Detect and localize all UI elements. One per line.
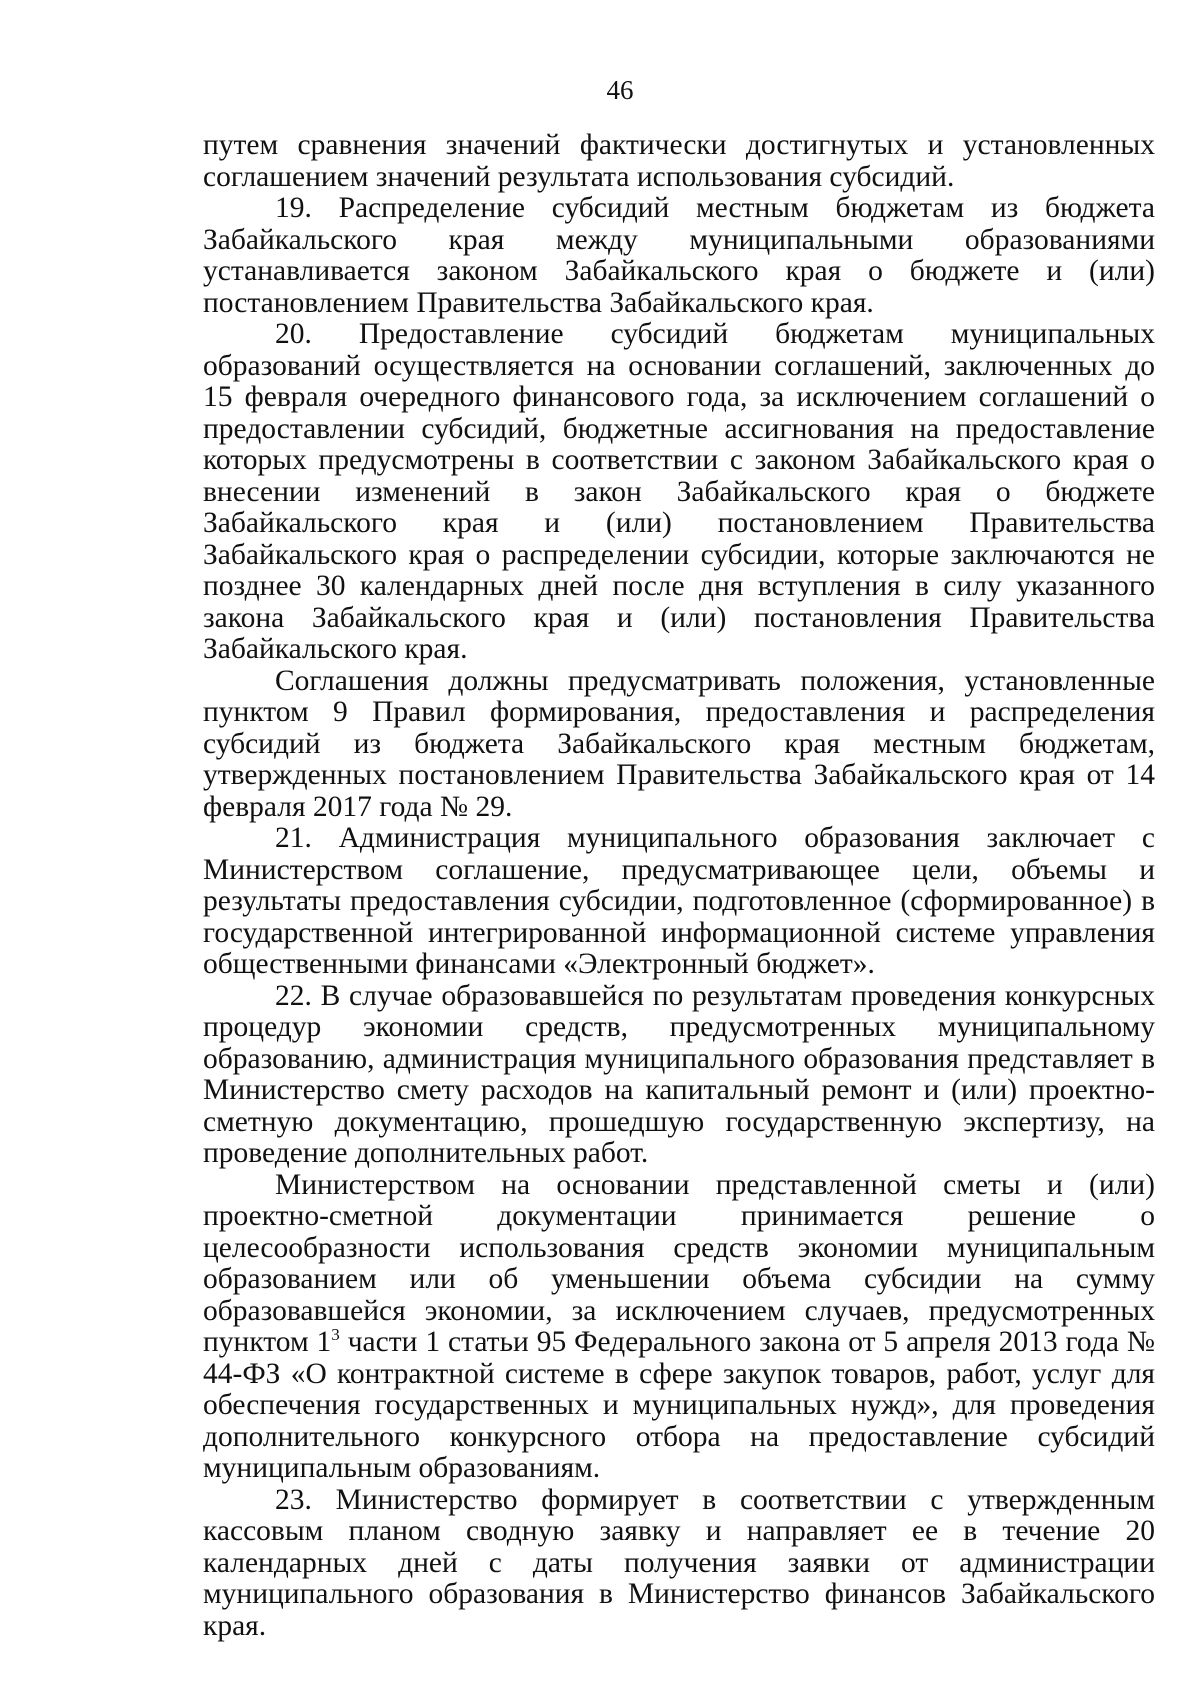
paragraph-19: 19. Распределение субсидий местным бюджетам из бюджета Забайкальского края между муниципальными образованиями устанавливается законом Забайкальского края о бюджете и (или) постановлением Правительства Забайкальского края.	[203, 192, 1155, 319]
document-body	[203, 130, 1155, 1642]
paragraph-20: 20. Предоставление субсидий бюджетам муниципальных образований осуществляется на основании соглашений, заключенных до 15 февраля очередного финансового года, за исключением соглашений о предоставлении субсидий, бюджетные ассигнования на предоставление которых предусмотрены в соответствии с законом Забайкальского края о внесении изменений в закон Забайкальского края о бюджете Забайкальского края и (или) постановлением Правительства Забайкальского края о распределении субсидии, которые заключаются не позднее 30 календарных дней после дня вступления в силу указанного закона Забайкальского края и (или) постановления Правительства Забайкальского края.	[203, 318, 1155, 665]
paragraph-22: 22. В случае образовавшейся по результатам проведения конкурсных процедур экономии средств, предусмотренных муниципальному образованию, администрация муниципального образования представляет в Министерство смету расходов на капитальный ремонт и (или) проектно-сметную документацию, прошедшую государственную экспертизу, на проведение дополнительных работ.	[203, 979, 1155, 1169]
paragraph-continuation: путем сравнения значений фактически достигнутых и установленных соглашением значений результата использования субсидий.	[203, 129, 1155, 193]
superscript-3: 3	[331, 1325, 340, 1345]
paragraph-ministry-decision	[203, 1170, 1155, 1485]
page-number: 46	[606, 75, 634, 105]
paragraph-21: 21. Администрация муниципального образования заключает с Министерством соглашение, предусматривающее цели, объемы и результаты предоставления субсидии, подготовленное (сформированное) в государственной интегрированной информационной системе управления общественными финансами «Электронный бюджет».	[203, 822, 1155, 980]
paragraph-agreements: Соглашения должны предусматривать положения, установленные пунктом 9 Правил формирования, предоставления и распределения субсидий из бюджета Забайкальского края местным бюджетам, утвержденных постановлением Правительства Забайкальского края от 14 февраля 2017 года № 29.	[203, 664, 1155, 823]
paragraph-23: 23. Министерство формирует в соответствии с утвержденным кассовым планом сводную заявку и направляет ее в течение 20 календарных дней с даты получения заявки от администрации муниципального образования в Министерство финансов Забайкальского края.	[203, 1483, 1155, 1642]
paragraph-text-before: Министерством на основании представленной сметы и (или) проектно-сметной документации принимается решение о целесообразности использования средств экономии муниципальным образованием или об уменьшении объема субсидии на сумму образовавшейся экономии, за исключением случаев, предусмотренных пунктом 1	[203, 1168, 1155, 1358]
paragraph-text-after: части 1 статьи 95 Федерального закона от 5 апреля 2013 года № 44-ФЗ «О контрактной системе в сфере закупок товаров, работ, услуг для обеспечения государственных и муниципальных нужд», для проведения дополнительного конкурсного отбора на предоставление субсидий муниципальным образованиям.	[203, 1326, 1155, 1484]
